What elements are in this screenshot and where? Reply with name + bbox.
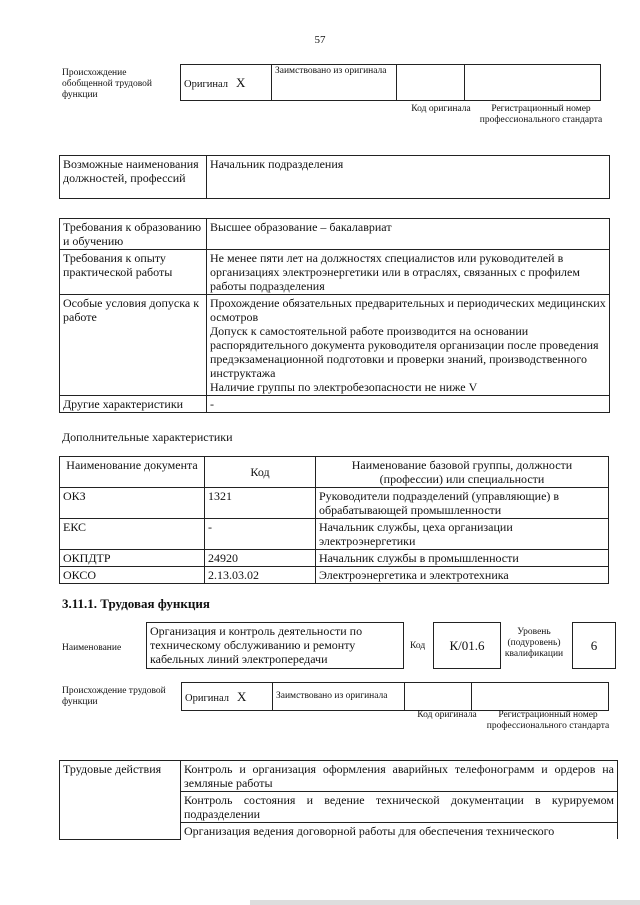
- function-code-value: К/01.6: [434, 623, 501, 669]
- row-document: ОКПДТР: [60, 550, 205, 567]
- table-row: [60, 550, 609, 567]
- origin-table: [180, 64, 601, 101]
- origin2-code-cell: [405, 683, 472, 711]
- row-group: Электроэнергетика и электротехника: [316, 567, 609, 584]
- positions-table: [59, 155, 610, 199]
- origin-reg-caption: Регистрационный номер профессионального стандарта: [479, 104, 603, 125]
- scan-edge: [250, 900, 640, 905]
- table-row: [60, 519, 609, 550]
- function-level-label: Уровень (подуровень) квалификации: [504, 627, 564, 659]
- function-name-value: Организация и контроль деятельности по техническому обслуживанию и ремонту кабельных линий электропередачи: [147, 623, 404, 669]
- origin-mark: X: [236, 74, 246, 90]
- origin2-table: [181, 682, 609, 711]
- origin2-original: Оригинал: [185, 692, 229, 704]
- row-document: ЕКС: [60, 519, 205, 550]
- req-value: -: [207, 396, 610, 413]
- function-level-table: [572, 622, 616, 669]
- origin2-reg-caption: Регистрационный номер профессионального стандарта: [486, 710, 610, 731]
- table-row: [60, 567, 609, 584]
- row-code: 1321: [205, 488, 316, 519]
- row-code: -: [205, 519, 316, 550]
- req-line: Прохождение обязательных предварительных и периодических медицинских осмотров: [210, 296, 606, 324]
- table-row: [60, 488, 609, 519]
- function-code-label: Код: [410, 641, 426, 651]
- action-item: Контроль и организация оформления аварийных телефонограмм и ордеров на земляные работы: [181, 761, 618, 792]
- origin-reg-cell: [465, 65, 601, 101]
- function-name-label: Наименование: [62, 643, 122, 653]
- req-line: Наличие группы по электробезопасности не ниже V: [210, 380, 478, 394]
- origin-borrowed: Заимствовано из оригинала: [272, 65, 397, 101]
- action-item: Организация ведения договорной работы для обеспечения технического: [181, 823, 618, 840]
- req-value: Высшее образование – бакалавриат: [207, 219, 610, 250]
- header-code: Код: [205, 457, 316, 488]
- origin2-original-cell: [182, 683, 273, 711]
- row-group: Руководители подразделений (управляющие) в обрабатывающей промышленности: [316, 488, 609, 519]
- action-item: Контроль состояния и ведение технической документации в курируемом подразделении: [181, 792, 618, 823]
- req-experience: [60, 250, 610, 295]
- header-group: Наименование базовой группы, должности (профессии) или специальности: [316, 457, 609, 488]
- actions-table: [59, 760, 618, 840]
- origin2-code-caption: Код оригинала: [417, 710, 477, 720]
- positions-value: Начальник подразделения: [207, 156, 610, 199]
- additional-table: [59, 456, 609, 584]
- function-level-value: 6: [573, 623, 616, 669]
- origin2-label: Происхождение трудовой функции: [62, 686, 166, 707]
- origin-original: Оригинал: [184, 78, 228, 90]
- req-label: Другие характеристики: [60, 396, 207, 413]
- requirements-table: [59, 218, 610, 413]
- origin-original-cell: [181, 65, 272, 101]
- origin2-borrowed: Заимствовано из оригинала: [273, 683, 405, 711]
- function-code-table: [433, 622, 501, 669]
- row-document: ОКСО: [60, 567, 205, 584]
- req-other: [60, 396, 610, 413]
- req-label: Требования к опыту практической работы: [60, 250, 207, 295]
- req-value: Не менее пяти лет на должностях специалистов или руководителей в организациях электроэнергетики или в отраслях, связанных с профилем работы подразделения: [207, 250, 610, 295]
- origin2-mark: X: [237, 688, 247, 704]
- function-name-table: [146, 622, 404, 669]
- row-code: 2.13.03.02: [205, 567, 316, 584]
- req-label: Особые условия допуска к работе: [60, 295, 207, 396]
- req-education: [60, 219, 610, 250]
- req-label: Требования к образованию и обучению: [60, 219, 207, 250]
- page-number: 57: [314, 34, 326, 46]
- function-heading: 3.11.1. Трудовая функция: [62, 596, 210, 611]
- row-document: ОКЗ: [60, 488, 205, 519]
- header-document: Наименование документа: [60, 457, 205, 488]
- positions-label: Возможные наименования должностей, профессий: [60, 156, 207, 199]
- req-value-cell: [207, 295, 610, 396]
- origin2-reg-cell: [472, 683, 609, 711]
- row-group: Начальник службы, цеха организации электроэнергетики: [316, 519, 609, 550]
- origin-code-caption: Код оригинала: [411, 104, 471, 114]
- actions-label: Трудовые действия: [60, 761, 181, 840]
- origin-label: Происхождение обобщенной трудовой функции: [62, 68, 152, 100]
- req-admission: [60, 295, 610, 396]
- action-row: [60, 761, 618, 792]
- req-line: Допуск к самостоятельной работе производится на основании распорядительного документа руководителя организации после проведения предэкзаменационной подготовки и проверки знаний, производственного инструктажа: [210, 324, 599, 380]
- origin-code-cell: [397, 65, 465, 101]
- row-code: 24920: [205, 550, 316, 567]
- additional-header: [60, 457, 609, 488]
- row-group: Начальник службы в промышленности: [316, 550, 609, 567]
- additional-title: Дополнительные характеристики: [62, 430, 233, 444]
